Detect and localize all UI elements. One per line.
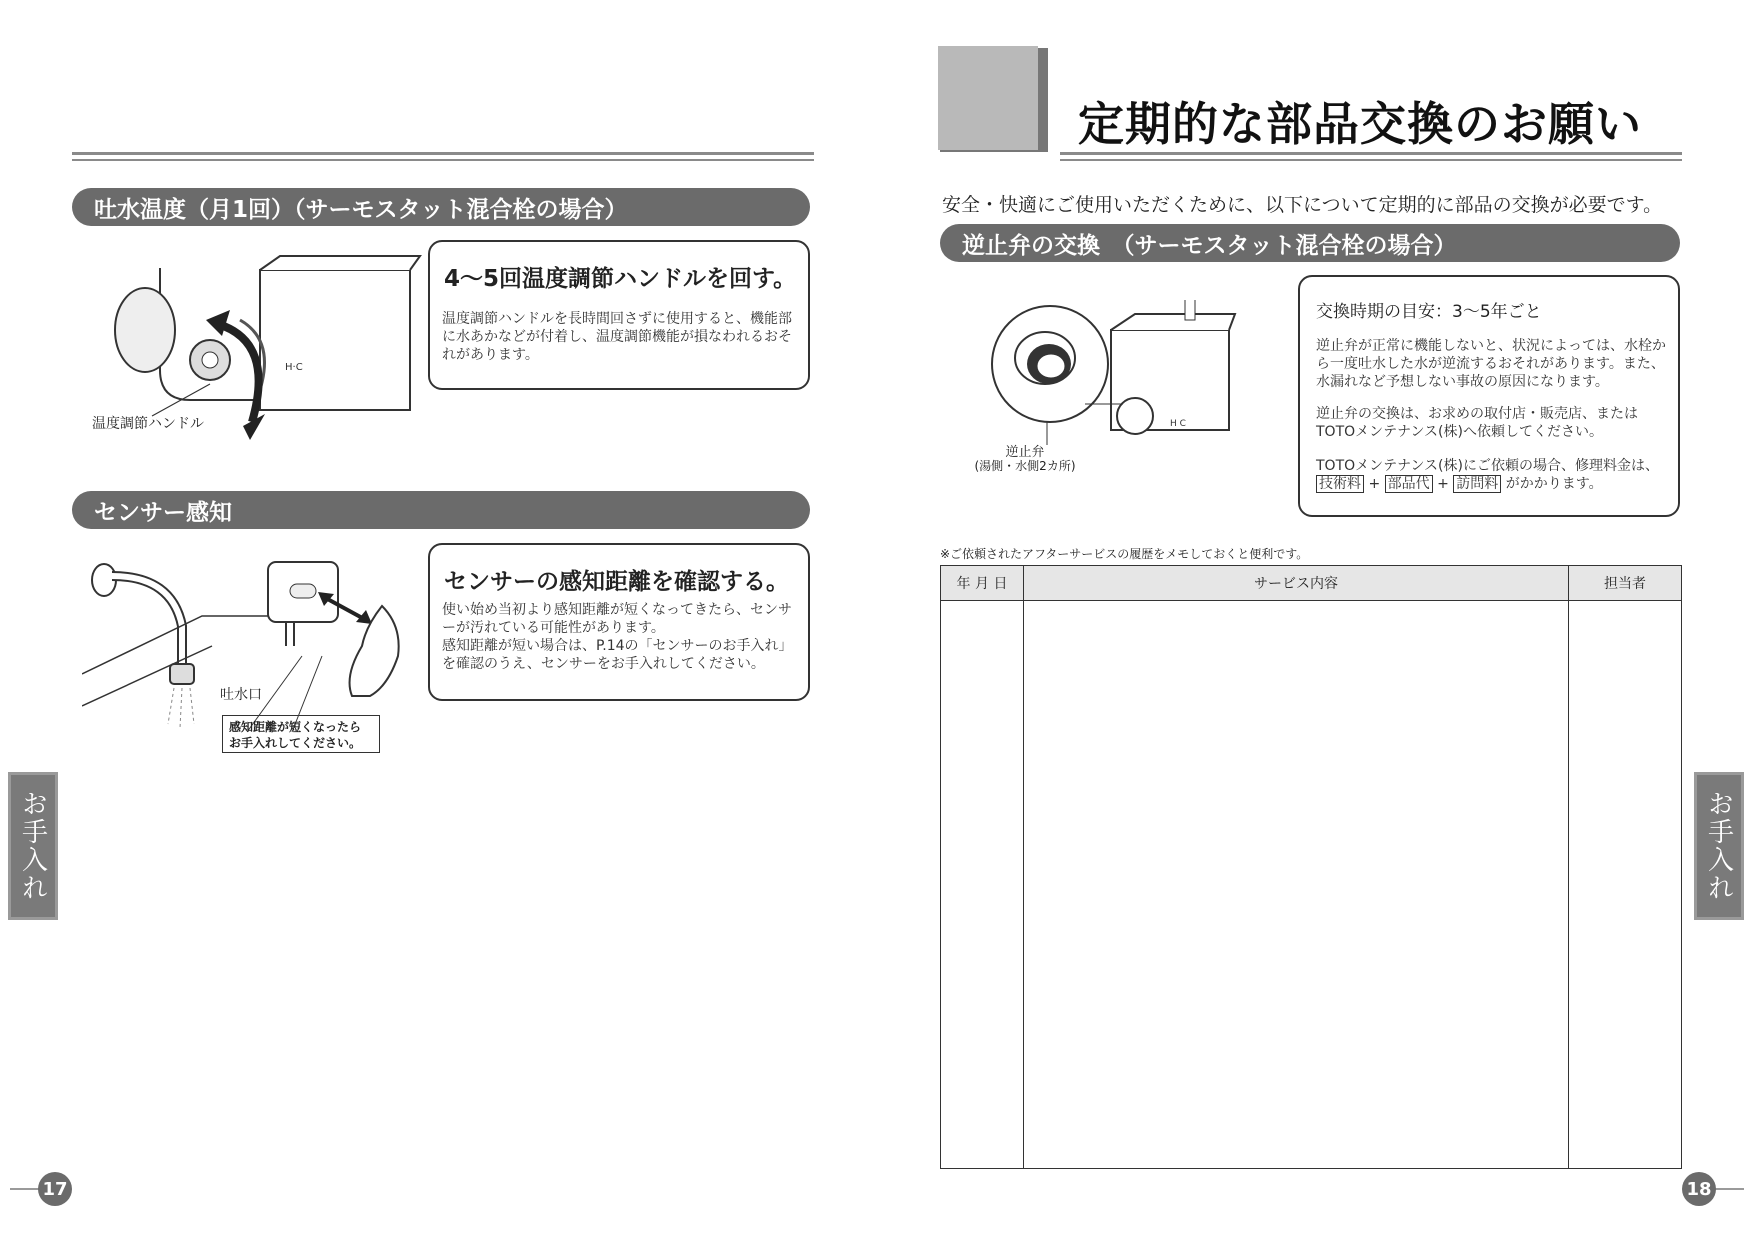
svg-text:H C: H C bbox=[1170, 419, 1186, 429]
box-subtitle: 交換時期の目安：3〜5年ごと bbox=[1316, 302, 1542, 322]
box-title: 4〜5回温度調節ハンドルを回す。 bbox=[444, 266, 797, 292]
intro-text: 安全・快適にご使用いただくために、以下について定期的に部品の交換が必要です。 bbox=[942, 194, 1663, 216]
plus-sign: + bbox=[1437, 476, 1449, 492]
callout-valve: 逆止弁 bbox=[1005, 445, 1045, 460]
check-valve-illustration bbox=[985, 300, 1245, 450]
note-line-2: お手入れしてください。 bbox=[229, 736, 362, 750]
instruction-box-sensor bbox=[428, 543, 810, 701]
svg-text:H·C: H·C bbox=[285, 362, 303, 373]
side-tab-right[interactable]: お手入れ bbox=[1694, 772, 1744, 920]
page-number-right: 18 bbox=[1682, 1172, 1716, 1206]
info-box-check-valve bbox=[1298, 275, 1680, 517]
heading-text: 吐水温度（月1回）（サーモスタット混合栓の場合） bbox=[94, 196, 628, 223]
header-service: サービス内容 bbox=[1024, 566, 1569, 601]
section-heading-sensor bbox=[72, 491, 810, 529]
header-staff: 担当者 bbox=[1569, 566, 1682, 601]
box-text-2: 感知距離が短い場合は、P.14の「センサーのお手入れ」を確認のうえ、センサーをお手入れしてください。 bbox=[442, 638, 793, 672]
callout-handle: 温度調節ハンドル bbox=[92, 416, 204, 432]
page-number-left: 17 bbox=[38, 1172, 72, 1206]
para-3-prefix: TOTOメンテナンス(株)にご依頼の場合、修理料金は、 bbox=[1316, 458, 1659, 474]
para-2: 逆止弁の交換は、お求めの取付店・販売店、またはTOTOメンテナンス(株)へ依頼してください。 bbox=[1316, 406, 1638, 440]
para-3-suffix: がかかります。 bbox=[1505, 476, 1603, 492]
title-rule bbox=[1060, 152, 1682, 161]
box-text: 温度調節ハンドルを長時間回さずに使用すると、機能部に水あかなどが付着し、温度調節機能が損なわれるおそれがあります。 bbox=[442, 311, 792, 363]
instruction-box-temp bbox=[428, 240, 810, 390]
fee-visit: 訪問料 bbox=[1453, 475, 1501, 493]
plus-sign: + bbox=[1368, 476, 1381, 492]
cell-service[interactable] bbox=[1024, 601, 1569, 1169]
memo-note: ※ご依頼されたアフターサービスの履歴をメモしておくと便利です。 bbox=[940, 547, 1309, 561]
fee-technical: 技術料 bbox=[1316, 475, 1364, 493]
para-3 bbox=[1316, 457, 1672, 493]
heading-text: センサー感知 bbox=[94, 499, 232, 526]
header-date: 年 月 日 bbox=[941, 566, 1024, 601]
page-line-right bbox=[1714, 1188, 1744, 1190]
section-heading-water-temp bbox=[72, 188, 810, 226]
note-line-1: 感知距離が短くなったら bbox=[229, 720, 362, 734]
service-history-table bbox=[940, 565, 1682, 1169]
page-title: 定期的な部品交換のお願い bbox=[1078, 97, 1642, 151]
heading-text: 逆止弁の交換 （サーモスタット混合栓の場合） bbox=[962, 232, 1457, 259]
cell-date[interactable] bbox=[941, 601, 1024, 1169]
sensor-note-box bbox=[222, 715, 380, 753]
cell-staff[interactable] bbox=[1569, 601, 1682, 1169]
section-heading-check-valve bbox=[940, 224, 1680, 262]
title-block bbox=[938, 46, 1038, 150]
fee-parts: 部品代 bbox=[1385, 475, 1433, 493]
box-title: センサーの感知距離を確認する。 bbox=[444, 569, 789, 595]
box-text-1: 使い始め当初より感知距離が短くなってきたら、センサーが汚れている可能性があります。 bbox=[442, 602, 792, 636]
top-rule-left bbox=[72, 152, 814, 161]
callout-valve-sub: (湯側・水側2カ所) bbox=[974, 459, 1076, 473]
side-tab-left[interactable]: お手入れ bbox=[8, 772, 58, 920]
callout-line-handle bbox=[150, 380, 220, 420]
page-line-left bbox=[10, 1188, 40, 1190]
callout-spout: 吐水口 bbox=[220, 687, 262, 703]
para-1: 逆止弁が正常に機能しないと、状況によっては、水栓から一度吐水した水が逆流するおそれがあります。また、水漏れなど予想しない事故の原因になります。 bbox=[1316, 338, 1666, 390]
